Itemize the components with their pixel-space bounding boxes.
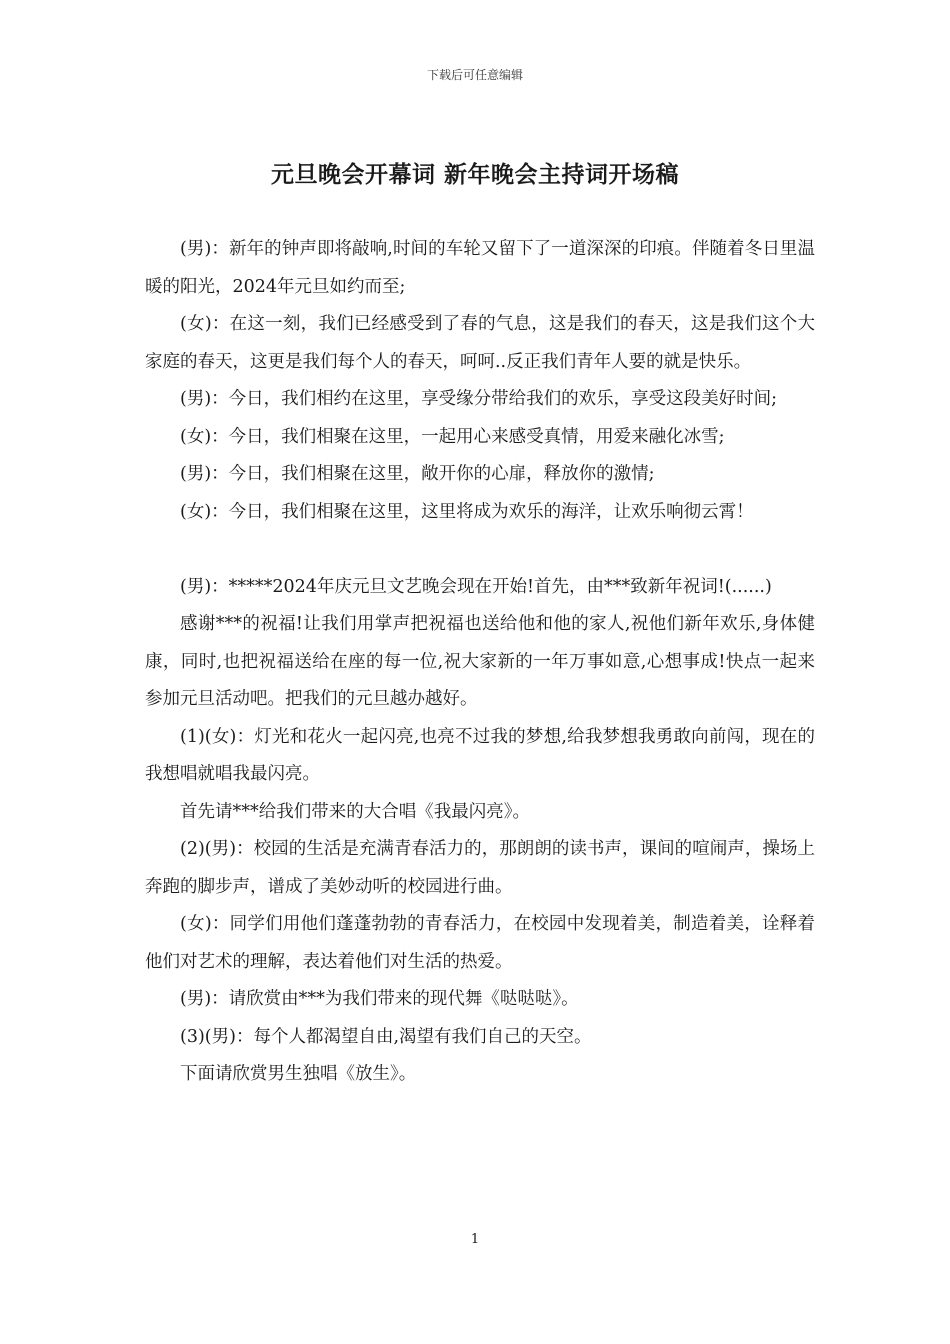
paragraph: (1)(女)：灯光和花火一起闪亮,也亮不过我的梦想,给我梦想我勇敢向前闯，现在的我想唱就唱我最闪亮。 <box>145 726 815 784</box>
document-title: 元旦晚会开幕词 新年晚会主持词开场稿 <box>270 161 679 188</box>
paragraph: (3)(男)：每个人都渴望自由,渴望有我们自己的天空。 <box>180 1026 592 1047</box>
paragraph-spacer <box>145 531 815 569</box>
paragraph: (男)：新年的钟声即将敲响,时间的车轮又留下了一道深深的印痕。伴随着冬日里温暖的阳光，2024年元旦如约而至; <box>145 239 815 297</box>
paragraph: (男)：*****2024年庆元旦文艺晚会现在开始!首先，由***致新年祝词!(......) <box>180 576 772 597</box>
paragraph: 感谢***的祝福!让我们用掌声把祝福也送给他和他的家人,祝他们新年欢乐,身体健康，同时,也把祝福送给在座的每一位,祝大家新的一年万事如意,心想事成!快点一起来参加元旦活动吧。把我们的元旦越办越好。 <box>145 614 815 709</box>
paragraph: 首先请***给我们带来的大合唱《我最闪亮》。 <box>180 801 530 822</box>
page-number: 1 <box>470 1232 480 1247</box>
paragraph: (女)：在这一刻，我们已经感受到了春的气息，这是我们的春天，这是我们这个大家庭的春天，这更是我们每个人的春天，呵呵..反正我们青年人要的就是快乐。 <box>145 314 815 372</box>
paragraph: (男)：请欣赏由***为我们带来的现代舞《哒哒哒》。 <box>180 989 579 1009</box>
paragraph: (女)：今日，我们相聚在这里，这里将成为欢乐的海洋，让欢乐响彻云霄！ <box>180 501 754 522</box>
document-body <box>145 231 815 1094</box>
paragraph: 下面请欣赏男生独唱《放生》。 <box>180 1064 417 1084</box>
header-note: 下载后可任意编辑 <box>426 68 523 82</box>
paragraph: (男)：今日，我们相约在这里，享受缘分带给我们的欢乐，享受这段美好时间; <box>180 389 778 409</box>
paragraph: (女)：同学们用他们蓬蓬勃勃的青春活力，在校园中发现着美，制造着美，诠释着他们对艺术的理解，表达着他们对生活的热爱。 <box>145 914 815 972</box>
paragraph: (女)：今日，我们相聚在这里，一起用心来感受真情，用爱来融化冰雪; <box>180 426 725 447</box>
paragraph: (2)(男)：校园的生活是充满青春活力的，那朗朗的读书声，课间的喧闹声，操场上奔跑的脚步声，谱成了美妙动听的校园进行曲。 <box>145 839 815 897</box>
paragraph: (男)：今日，我们相聚在这里，敞开你的心扉，释放你的激情; <box>180 464 655 484</box>
